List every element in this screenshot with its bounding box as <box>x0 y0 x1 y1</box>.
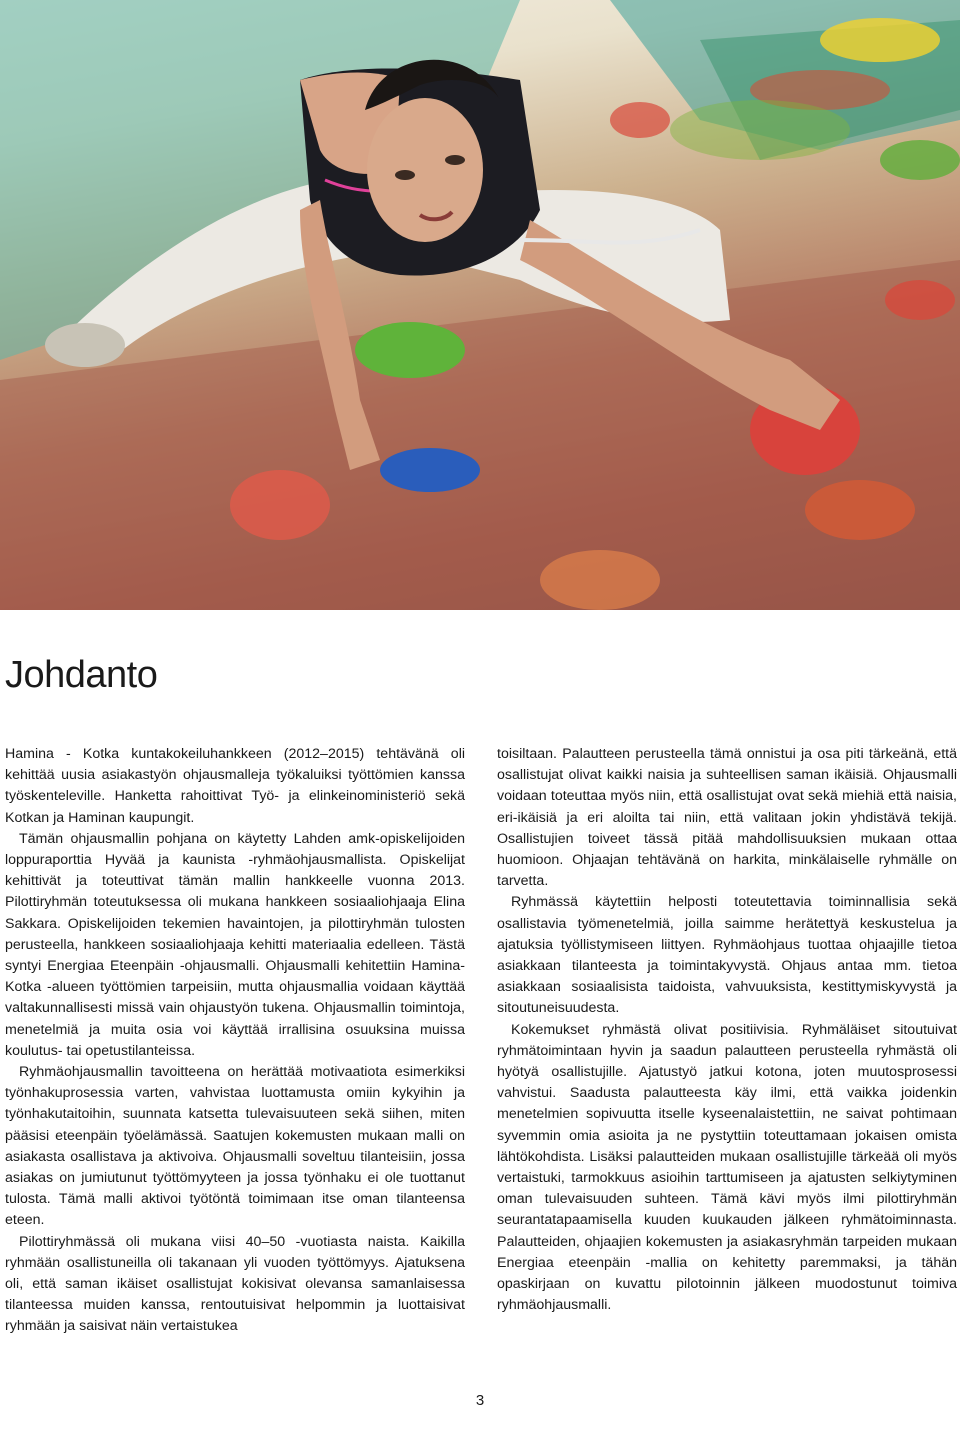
paragraph: Kokemukset ryhmästä olivat positiivisia. Ryhmäläiset sitoutuivat ryhmätoimintaan hyvin ja saadun palautteen perusteella ryhmästä oli hyötyä osallistujille. Ajatustyö jatkui kotona, joten muutosprosessi vahvistui. Saadusta palautteesta käy ilmi, että vaikka joidenkin menetelmien sopivuutta itselle kyseenalaistettiin, ne saivat pohtimaan syvemmin omia asioita ja ne pystyttiin toteuttamaan jokaisen omista lähtökohdista. Lisäksi palautteiden mukaan osallistujille tärkeää oli myös vertaistuki, tarmokkuus asioihin tarttumiseen ja ajatusten selkiytyminen oman tulevaisuuden suhteen. Tämä kävi myös ilmi pilottiryhmän seurantatapaamisella kuuden kuukauden jälkeen ryhmätoiminnasta. Palautteiden, ohjaajien kokemusten ja asiakasryhmän tarpeiden mukaan Energiaa eteenpäin -mallia on kehitetty paremmaksi, ja tähän opaskirjaan on kuvattu pilotoinnin jälkeen muodostunut toimiva ryhmäohjausmalli. <box>497 1021 957 1314</box>
page-number: 3 <box>475 1392 485 1409</box>
hero-photo <box>0 0 960 610</box>
paragraph: toisiltaan. Palautteen perusteella tämä onnistui ja osa piti tärkeänä, että osallistujat olivat kaikki naisia ja suhteellisen saman ikäisiä. Ohjausmalli voidaan toteuttaa myös niin, että osallistujat ovat sekä miehiä että naisia, eri-ikäisiä ja eri aloilta tai niin, että valitaan jokin yhdistävä tekijä. Osallistujien toiveet tässä pitää mahdollisuuksien mukaan ottaa huomioon. Ohjaajan tehtävänä on harkita, minkälaiselle ryhmälle on tarvetta. <box>497 746 957 890</box>
page-title: Johdanto <box>5 654 158 696</box>
paragraph: Ryhmässä käytettiin helposti toteutettavia toiminnallisia sekä osallistavia työmenetelmiä, joilla saimme herätettyä keskustelua ja ajatuksia työllistymiseen liittyen. Ryhmäohjaus tuottaa ohjaajille tietoa asiakkaan tilanteesta ja toimintakyvystä. Ohjaus antaa mm. tietoa asiakkaan sosiaalisista taidoista, vahvuuksista, kestittymiskyvystä ja sitoutuneisuudesta. <box>497 894 957 1017</box>
paragraph: Ryhmäohjausmallin tavoitteena on herättää motivaatiota esimerkiksi työnhakuprosessia varten, vahvistaa luottamusta omiin kykyihin ja työnhakutaitoihin, suunnata katsetta tulevaisuuteen sekä siihen, miten pääsisi eteenpäin työelämässä. Saatujen kokemusten mukaan malli on asiakasta osallistava ja aktivoiva. Ohjausmalli soveltuu tilanteisiin, jossa asiakas on jumiutunut työttömyyteen ja jossa työnhaku ei ole tuottanut tulosta. Tämä malli aktivoi työtöntä toimimaan itse oman tilanteensa eteen. <box>5 1064 465 1229</box>
climber-photo-icon <box>0 0 960 610</box>
paragraph: Pilottiryhmässä oli mukana viisi 40–50 -vuotiasta naista. Kaikilla ryhmään osallistuneilla oli takanaan yli vuoden työttömyys. Ajatuksena oli, että saman ikäiset osallistujat kokisivat olevansa samanlaisessa tilanteessa muiden kanssa, rentoutuisivat helpommin ja luottaisivat ryhmään ja saisivat näin vertaistukea <box>5 1233 465 1335</box>
left-text-column <box>5 744 465 1338</box>
paragraph: Hamina - Kotka kuntakokeiluhankkeen (2012–2015) tehtävänä oli kehittää uusia asiakastyön ohjausmalleja työkaluiksi työttömien kanssa työskenteleville. Hanketta rahoittivat Työ- ja elinkeinoministeriö sekä Kotkan ja Haminan kaupungit. <box>5 746 465 826</box>
right-text-column <box>497 744 957 1316</box>
paragraph: Tämän ohjausmallin pohjana on käytetty Lahden amk-opiskelijoiden loppuraporttia Hyvää ja kaunista -ryhmäohjausmallista. Opiskelijat kehittivät ja toteuttivat tämän mallin hankkeelle vuonna 2013. Pilottiryhmän toteutuksessa oli mukana hankkeen sosiaaliohjaaja Elina Sakkara. Opiskelijoiden tekemien havaintojen, ja pilottiryhmän tulosten perusteella, hankkeen sosiaaliohjaaja kehitti materiaalia edelleen. Tästä syntyi Energiaa Eteenpäin -ohjausmalli. Ohjausmalli kehitettiin Hamina-Kotka -alueen työttömien tarpeisiin, mutta ohjausmallia voidaan käyttää valtakunnallisesti missä vain ohjaustyön tukena. Ohjausmallin toimintoja, menetelmiä ja muita osia voi käyttää irrallisina osuuksina muissa koulutus- tai opetustilanteissa. <box>5 830 465 1059</box>
